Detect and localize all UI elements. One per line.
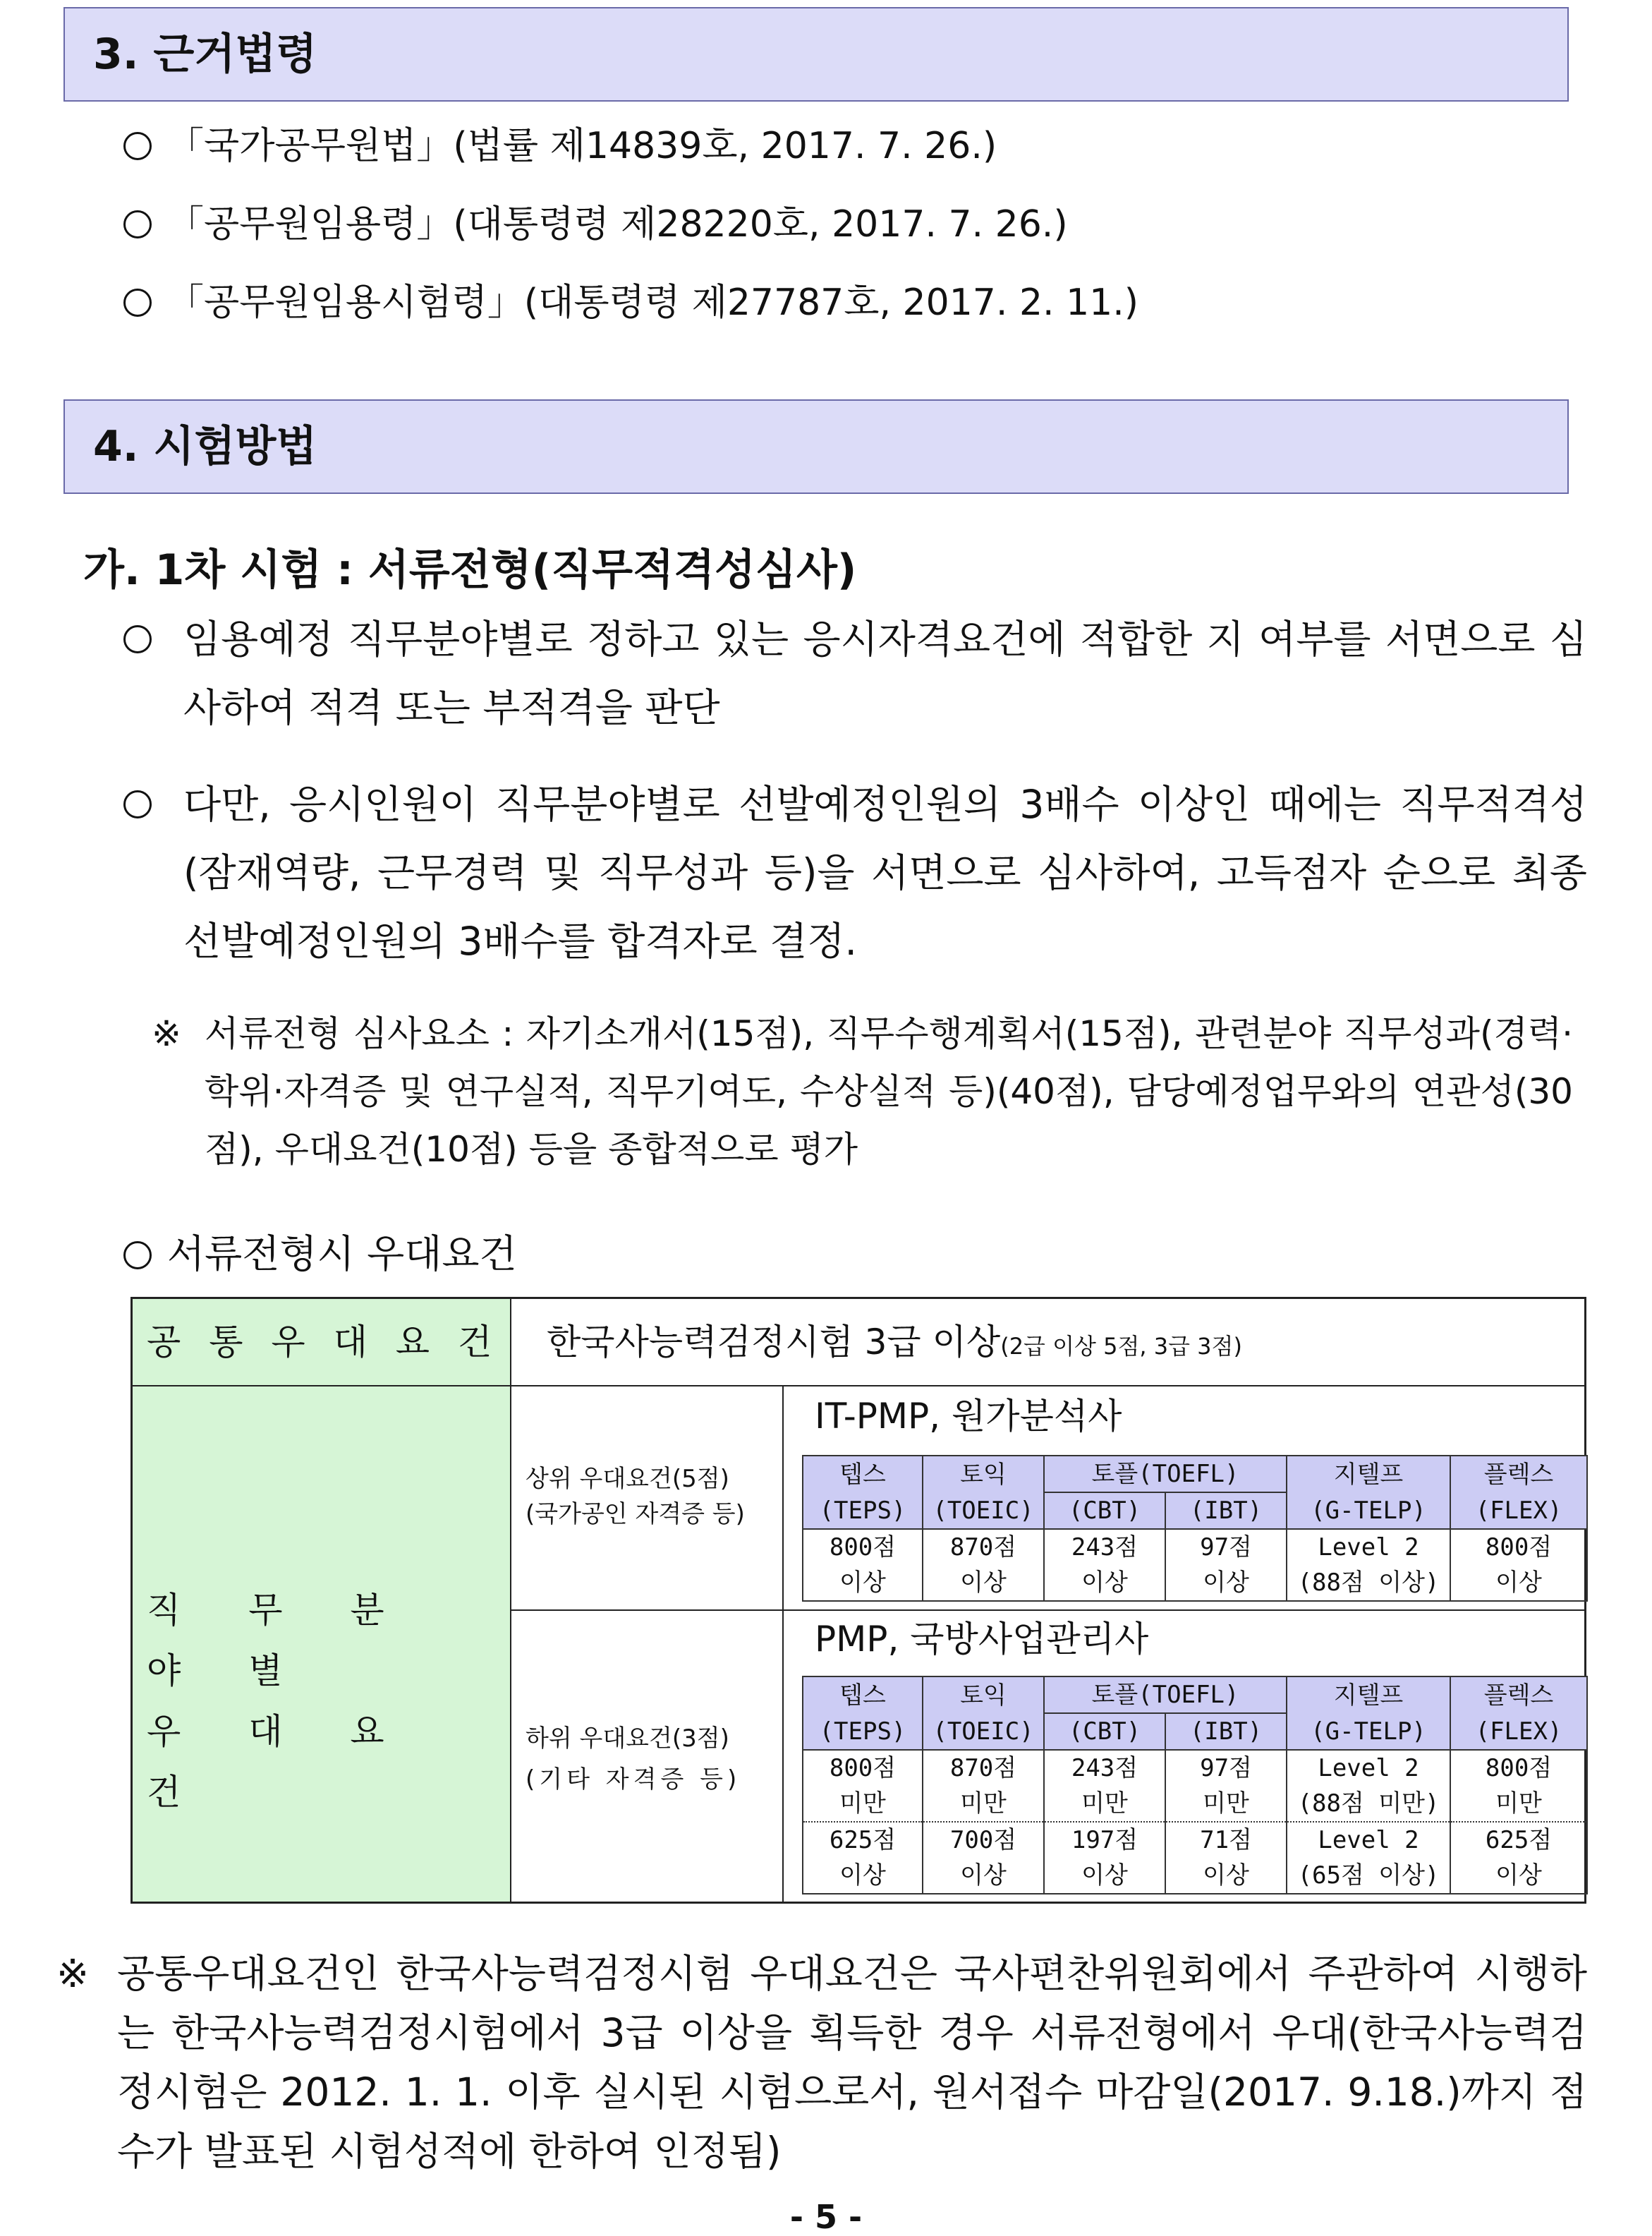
lower-score-table: [802, 1676, 1588, 1894]
cond-cell: 이상: [1044, 1858, 1165, 1894]
footnote-mark: ※: [56, 1951, 90, 1996]
header-cell: 지텔프: [1287, 1456, 1450, 1492]
lower-certs: PMP, 국방사업관리사: [815, 1619, 1149, 1660]
page-number: - 5 -: [789, 2198, 863, 2236]
law-item: [123, 278, 1138, 327]
note-text: 서류전형 심사요소 : 자기소개서(15점), 직무수행계획서(15점), 관련분야 직무성과(경력·학위·자격증 및 연구실적, 직무기여도, 수상실적 등)(40점), 담당예정업무와의 연관성(30점), 우대요건(10점) 등을 종합적으로 평가: [205, 1013, 1573, 1170]
cond-cell: 이상: [923, 1858, 1044, 1894]
upper-criteria-label: [511, 1386, 784, 1611]
subsection-title: 가. 1차 시험 : 서류전형(직무적격성심사): [83, 545, 857, 595]
cond-cell: 이상: [1450, 1565, 1587, 1601]
cond-cell: 이상: [1165, 1858, 1287, 1894]
subheader-cell: (G-TELP): [1287, 1713, 1450, 1750]
law-item: [123, 200, 1068, 249]
circle-bullet-icon: [123, 289, 152, 317]
bullet-preference: [123, 1229, 517, 1279]
lower-criteria-detail: [784, 1611, 1586, 1902]
circle-bullet-icon: [123, 210, 152, 238]
circle-bullet-icon: [123, 790, 152, 818]
lower-label-line: (기타 자격증 등): [526, 1765, 741, 1794]
header-cell: 지텔프: [1287, 1676, 1450, 1713]
section-4-title: 4. 시험방법: [93, 422, 317, 471]
subheader-cell: (CBT): [1044, 1713, 1165, 1750]
cond-cell: 이상: [803, 1858, 923, 1894]
cond-cell: (88점 이상): [1287, 1565, 1450, 1601]
bullet-text: 서류전형시 우대요건: [167, 1231, 517, 1276]
upper-label-line: 상위 우대요건(5점): [526, 1465, 729, 1493]
common-value-note: (2급 이상 5점, 3급 3점): [1000, 1333, 1242, 1360]
footnote: [56, 1944, 1587, 2181]
note-mark: ※: [152, 1013, 181, 1054]
score-cell: 700점: [923, 1822, 1044, 1858]
score-cell: 870점: [923, 1750, 1044, 1786]
job-label-line: 직 무 분 야 별: [147, 1590, 413, 1691]
score-cell: 625점: [803, 1822, 923, 1858]
common-value-text: 한국사능력검정시험 3급 이상: [547, 1322, 1001, 1362]
score-cell: 625점: [1450, 1822, 1587, 1858]
law-text: 「국가공무원법」(법률 제14839호, 2017. 7. 26.): [167, 125, 997, 167]
bullet-text: 임용예정 직무분야별로 정하고 있는 응시자격요건에 적합한 지 여부를 서면으로 심사하여 적격 또는 부적격을 판단: [183, 617, 1587, 730]
bullet-paragraph-2: [183, 770, 1587, 976]
score-cell: 800점: [803, 1750, 923, 1786]
score-cell: 800점: [1450, 1750, 1587, 1786]
upper-label-line: (국가공인 자격증 등): [526, 1500, 745, 1528]
cond-cell: 이상: [923, 1565, 1044, 1601]
cond-cell: 미만: [1450, 1786, 1587, 1822]
upper-criteria-detail: [784, 1386, 1586, 1611]
header-cell: 텝스: [803, 1456, 923, 1492]
cond-cell: 미만: [923, 1786, 1044, 1822]
header-cell: 플렉스: [1450, 1456, 1587, 1492]
score-cell: 197점: [1044, 1822, 1165, 1858]
law-text: 「공무원임용시험령」(대통령령 제27787호, 2017. 2. 11.): [167, 282, 1139, 324]
header-cell: 토플(TOEFL): [1044, 1456, 1287, 1492]
score-cell: Level 2: [1287, 1529, 1450, 1565]
score-cell: 800점: [1450, 1529, 1587, 1565]
bullet-text: 다만, 응시인원이 직무분야별로 선발예정인원의 3배수 이상인 때에는 직무적격성(잠재역량, 근무경력 및 직무성과 등)을 서면으로 심사하여, 고득점자 순으로 최종 선발예정인원의 3배수를 합격자로 결정.: [183, 782, 1587, 964]
upper-score-table: [802, 1455, 1588, 1602]
header-cell: 플렉스: [1450, 1676, 1587, 1713]
law-item: [123, 121, 997, 171]
lower-label-line: 하위 우대요건(3점): [526, 1724, 729, 1753]
cond-cell: 이상: [1450, 1858, 1587, 1894]
section-3-title: 3. 근거법령: [93, 30, 317, 79]
cond-cell: 이상: [803, 1565, 923, 1601]
section-3-header: [63, 7, 1569, 102]
footnote-text: 공통우대요건인 한국사능력검정시험 우대요건은 국사편찬위원회에서 주관하여 시행하는 한국사능력검정시험에서 3급 이상을 획득한 경우 서류전형에서 우대(한국사능력검정시험은 2012. 1. 1. 이후 실시된 시험으로서, 원서접수 마감일(2017. 9.18.)까지 점수가 발표된 시험성적에 한하여 인정됨): [117, 1951, 1587, 2174]
section-4-header: [63, 399, 1569, 494]
common-preference-value: [511, 1299, 1586, 1386]
evaluation-note: [152, 1005, 1573, 1178]
cond-cell: (88점 미만): [1287, 1786, 1450, 1822]
score-cell: 97점: [1165, 1529, 1287, 1565]
law-text: 「공무원임용령」(대통령령 제28220호, 2017. 7. 26.): [167, 203, 1068, 246]
subheader-cell: (FLEX): [1450, 1713, 1587, 1750]
upper-certs: IT-PMP, 원가분석사: [815, 1396, 1122, 1437]
score-cell: 97점: [1165, 1750, 1287, 1786]
subheader-cell: (TEPS): [803, 1492, 923, 1529]
subheader-cell: (TOEIC): [923, 1492, 1044, 1529]
job-preference-label: [133, 1386, 511, 1902]
subheader-cell: (G-TELP): [1287, 1492, 1450, 1529]
lower-criteria-label: [511, 1611, 784, 1902]
score-cell: 71점: [1165, 1822, 1287, 1858]
cond-cell: 미만: [803, 1786, 923, 1822]
header-cell: 토플(TOEFL): [1044, 1676, 1287, 1713]
bullet-paragraph-1: [183, 605, 1587, 742]
subheader-cell: (CBT): [1044, 1492, 1165, 1529]
score-cell: 800점: [803, 1529, 923, 1565]
header-cell: 텝스: [803, 1676, 923, 1713]
circle-bullet-icon: [123, 625, 152, 653]
score-cell: 870점: [923, 1529, 1044, 1565]
circle-bullet-icon: [123, 1241, 152, 1269]
score-cell: 243점: [1044, 1750, 1165, 1786]
cond-cell: 이상: [1165, 1565, 1287, 1601]
score-cell: Level 2: [1287, 1822, 1450, 1858]
job-label-line: 우 대 요 건: [147, 1711, 413, 1813]
cond-cell: (65점 이상): [1287, 1858, 1450, 1894]
subheader-cell: (IBT): [1165, 1492, 1287, 1529]
score-cell: 243점: [1044, 1529, 1165, 1565]
cond-cell: 미만: [1044, 1786, 1165, 1822]
circle-bullet-icon: [123, 132, 152, 160]
header-cell: 토익: [923, 1456, 1044, 1492]
subheader-cell: (FLEX): [1450, 1492, 1587, 1529]
cond-cell: 미만: [1165, 1786, 1287, 1822]
preference-table: [130, 1297, 1586, 1904]
subheader-cell: (TEPS): [803, 1713, 923, 1750]
score-cell: Level 2: [1287, 1750, 1450, 1786]
cond-cell: 이상: [1044, 1565, 1165, 1601]
subheader-cell: (TOEIC): [923, 1713, 1044, 1750]
header-cell: 토익: [923, 1676, 1044, 1713]
common-preference-label: 공 통 우 대 요 건: [133, 1299, 511, 1386]
subheader-cell: (IBT): [1165, 1713, 1287, 1750]
